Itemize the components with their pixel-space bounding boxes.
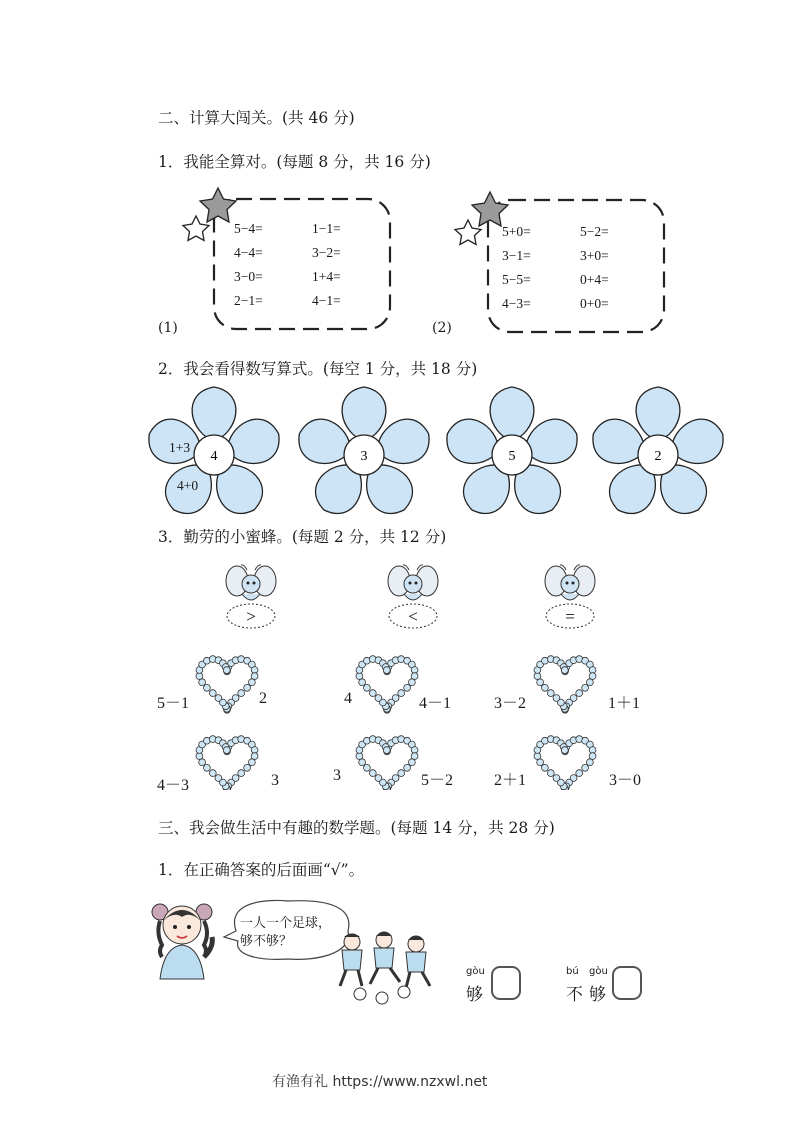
flower-petal bbox=[636, 387, 680, 441]
compare-right: 5－2 bbox=[421, 772, 454, 789]
flower-petal bbox=[490, 387, 534, 441]
comparison-sign: < bbox=[408, 607, 418, 626]
flower bbox=[143, 387, 286, 520]
equation: 5−5= bbox=[502, 272, 531, 287]
flower-petal bbox=[342, 387, 386, 441]
flower-center-number: 4 bbox=[210, 449, 218, 464]
flower bbox=[587, 387, 730, 520]
footer-watermark: 有渔有礼 https://www.nzxwl.net bbox=[272, 1074, 488, 1090]
section-three-q1-title: 1．在正确答案的后面画“√”。 bbox=[158, 861, 365, 879]
compare-left: 4－3 bbox=[157, 777, 190, 794]
star-icon bbox=[472, 192, 508, 226]
compare-right: 1＋1 bbox=[608, 695, 641, 712]
calc-box-2-frame bbox=[450, 188, 670, 338]
bee-2 bbox=[378, 562, 448, 630]
section-two-title: 二、计算大闯关。(共 46 分) bbox=[158, 109, 355, 127]
flower-1-answer-bottom: 4+0 bbox=[177, 478, 199, 493]
flower-1-answer-top: 1+3 bbox=[169, 440, 191, 455]
flower-center-number: 2 bbox=[654, 449, 662, 464]
comparison-sign: = bbox=[565, 607, 575, 626]
equation: 0+0= bbox=[580, 296, 609, 311]
heart-blank bbox=[534, 656, 596, 714]
bee-3 bbox=[535, 562, 605, 630]
pinyin-gou: gòu bbox=[466, 966, 485, 977]
equation: 5−2= bbox=[580, 224, 609, 239]
compare-left: 3－2 bbox=[494, 695, 527, 712]
equation: 4−4= bbox=[234, 245, 263, 260]
equation: 3+0= bbox=[580, 248, 609, 263]
flower-center-number: 5 bbox=[508, 449, 516, 464]
pinyin-gou: gòu bbox=[589, 966, 608, 977]
boys-playing-football bbox=[330, 928, 440, 1006]
equation: 1+4= bbox=[312, 269, 341, 284]
calc-box-1-frame bbox=[176, 184, 396, 334]
equation: 5+0= bbox=[502, 224, 531, 239]
equation: 5−4= bbox=[234, 221, 263, 236]
compare-left: 5－1 bbox=[157, 695, 190, 712]
question-2-title: 2．我会看得数写算式。(每空 1 分，共 18 分) bbox=[158, 360, 478, 378]
compare-right: 4－1 bbox=[419, 695, 452, 712]
option-enough-label: 够 bbox=[466, 985, 483, 1005]
heart-blanks bbox=[0, 640, 793, 790]
bee-1 bbox=[216, 562, 286, 630]
compare-right: 3 bbox=[271, 772, 279, 789]
heart-blank bbox=[196, 736, 258, 790]
football-icon bbox=[398, 986, 410, 998]
equation: 1−1= bbox=[312, 221, 341, 236]
compare-right: 3－0 bbox=[609, 772, 642, 789]
section-three-title: 三、我会做生活中有趣的数学题。(每题 14 分，共 28 分) bbox=[158, 819, 555, 837]
star-icon bbox=[183, 216, 209, 241]
speech-line-1: 一人一个足球， bbox=[240, 916, 332, 931]
heart-blank bbox=[356, 656, 418, 714]
comparison-sign: > bbox=[246, 607, 256, 626]
heart-blank bbox=[534, 736, 596, 790]
equation: 3−2= bbox=[312, 245, 341, 260]
question-1-title: 1．我能全算对。(每题 8 分，共 16 分) bbox=[158, 153, 431, 171]
compare-left: 3 bbox=[333, 767, 341, 784]
flower bbox=[441, 387, 584, 520]
pinyin-bu: bú bbox=[566, 966, 579, 977]
star-icon bbox=[200, 188, 236, 222]
equation: 4−1= bbox=[312, 293, 341, 308]
equation: 3−0= bbox=[234, 269, 263, 284]
equation: 4−3= bbox=[502, 296, 531, 311]
compare-left: 2＋1 bbox=[494, 772, 527, 789]
equation: 3−1= bbox=[502, 248, 531, 263]
heart-blank bbox=[356, 736, 418, 790]
flower-row bbox=[0, 380, 793, 520]
star-icon bbox=[455, 220, 481, 245]
question-3-title: 3．勤劳的小蜜蜂。(每题 2 分，共 12 分) bbox=[158, 528, 447, 546]
box-2-label: (2) bbox=[432, 320, 452, 336]
option-enough-checkbox[interactable] bbox=[491, 966, 521, 1000]
equation: 2−1= bbox=[234, 293, 263, 308]
football-icon bbox=[354, 988, 366, 1000]
equation: 0+4= bbox=[580, 272, 609, 287]
compare-left: 4 bbox=[344, 690, 352, 707]
option-not-label-gou: 够 bbox=[589, 985, 606, 1005]
box-1-label: (1) bbox=[158, 320, 178, 336]
football-icon bbox=[376, 992, 388, 1004]
option-not-enough-checkbox[interactable] bbox=[612, 966, 642, 1000]
compare-right: 2 bbox=[259, 690, 267, 707]
option-not-label-bu: 不 bbox=[566, 985, 583, 1005]
flower-petal bbox=[192, 387, 236, 441]
speech-line-2: 够不够？ bbox=[240, 934, 293, 949]
flower bbox=[293, 387, 436, 520]
heart-blank bbox=[196, 656, 258, 714]
flower-center-number: 3 bbox=[360, 449, 368, 464]
